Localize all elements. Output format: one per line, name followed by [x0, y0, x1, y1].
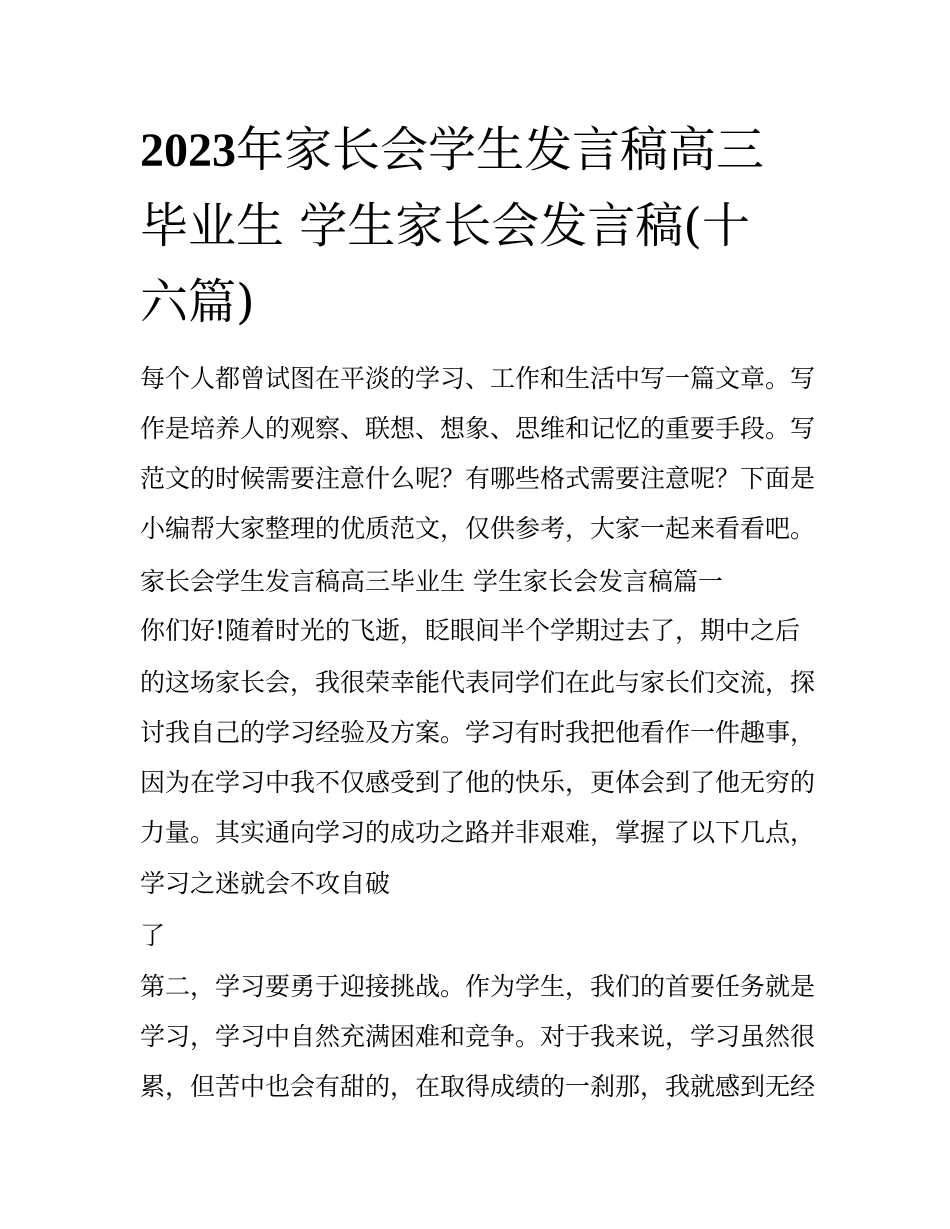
paragraph1-line-5: 力量。其实通向学习的成功之路并非艰难，掌握了以下几点，: [140, 818, 816, 847]
paragraph2-line-3: 累，但苦中也会有甜的，在取得成绩的一刹那，我就感到无经: [140, 1072, 816, 1101]
paragraph2-line-1: 第二，学习要勇于迎接挑战。作为学生，我们的首要任务就是: [140, 972, 816, 1001]
document-title-line-3: 六篇): [140, 274, 255, 330]
document-title-line-1: [140, 122, 764, 179]
section-heading: 家长会学生发言稿高三毕业生 学生家长会发言稿篇一: [140, 567, 723, 596]
intro-line-2: 作是培养人的观察、联想、想象、思维和记忆的重要手段。写: [140, 414, 816, 443]
intro-line-4: 小编帮大家整理的优质范文，仅供参考，大家一起来看看吧。: [140, 514, 816, 543]
title-text: 年家长会学生发言稿高三: [236, 122, 765, 178]
paragraph1-line-7: 了: [140, 921, 166, 950]
paragraph1-line-4: 因为在学习中我不仅感受到了他的快乐，更体会到了他无穷的: [140, 768, 816, 797]
paragraph1-line-1: 你们好!随着时光的飞逝，眨眼间半个学期过去了，期中之后: [140, 616, 801, 645]
intro-line-1: 每个人都曾试图在平淡的学习、工作和生活中写一篇文章。写: [140, 364, 816, 393]
intro-line-3: 范文的时候需要注意什么呢？有哪些格式需要注意呢？下面是: [140, 464, 816, 493]
paragraph1-line-3: 讨我自己的学习经验及方案。学习有时我把他看作一件趣事，: [140, 718, 816, 747]
paragraph2-line-2: 学习，学习中自然充满困难和竞争。对于我来说，学习虽然很: [140, 1022, 816, 1051]
paragraph1-line-6: 学习之迷就会不攻自破: [140, 869, 391, 898]
document-title-line-2: 毕业生 学生家长会发言稿(十: [140, 198, 750, 254]
title-year: 2023: [140, 124, 236, 177]
paragraph1-line-2: 的这场家长会，我很荣幸能代表同学们在此与家长们交流，探: [140, 668, 816, 697]
